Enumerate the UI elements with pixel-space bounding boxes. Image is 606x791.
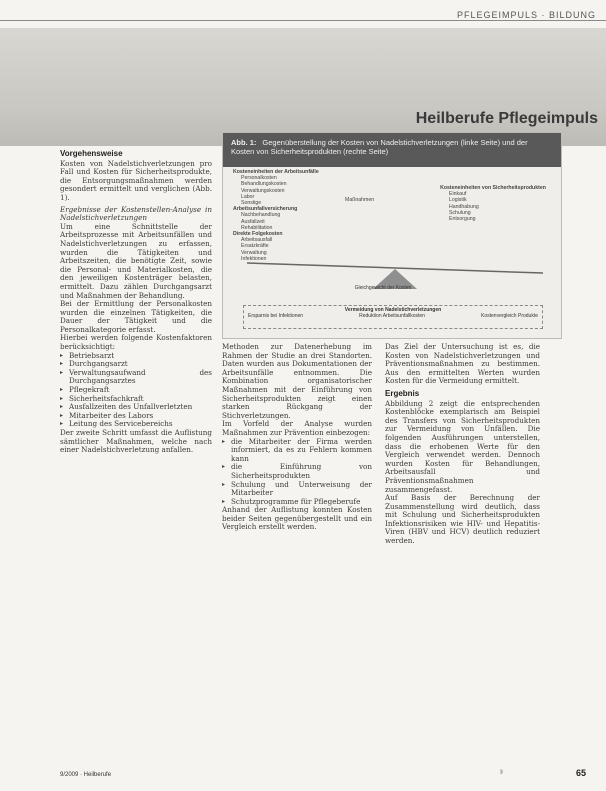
paragraph: Hierbei werden folgende Kostenfaktoren berücksichtigt: — [60, 333, 212, 352]
list-item: ▸ Schutzprogramme für Pflegeberufe — [222, 498, 372, 507]
figure-item: Ausfallzeit — [241, 218, 265, 225]
figure-item: Verwaltung — [241, 249, 267, 256]
figure-item: Logistik — [449, 197, 467, 204]
figure-footer-row — [248, 313, 538, 319]
text-column-2 — [222, 343, 372, 532]
figure-item: Labor — [241, 193, 255, 200]
list-item: ▸ Verwaltungsaufwand des Durchgangsarztes — [60, 369, 212, 386]
paragraph: Abbildung 2 zeigt die entsprechenden Kostenblöcke exemplarisch am Beispiel des Transfers von Sicherheitsprodukten zur Vermeidung von Unfällen. Die folgenden Ausführungen unterstellen, dass die erhobenen Werte für den Vergleich verwendet werden. Dennoch wurden Kosten für Behandlungen, Arbeitsausfall und Präventionsmaßnahmen zusammengefasst. — [385, 398, 540, 494]
figure-item: Handhabung — [449, 203, 479, 210]
text-column-1 — [60, 150, 212, 455]
figure-caption — [223, 133, 561, 167]
figure-item: Schulung — [449, 209, 471, 216]
list-item: ▸ Ausfallzeiten des Unfallverletzten — [60, 403, 212, 412]
cost-factor-list — [60, 352, 212, 429]
figure-item: Einkauf — [449, 191, 467, 198]
paragraph: Bei der Ermittlung der Personalkosten wurden die einzelnen Tätigkeiten, die Dauer der Tätigkeit und die Personalkategorie erfasst. — [60, 299, 212, 334]
figure-item: Personalkosten — [241, 175, 277, 182]
figure-left-costs — [233, 169, 383, 262]
figure-cost-comparison — [222, 132, 562, 339]
figure-footer-item: Ersparnis bei Infektionen — [248, 313, 304, 319]
figure-item: Verwaltungskosten — [241, 187, 285, 194]
header-banner — [0, 28, 606, 146]
publisher-logo-icon: ◗ — [498, 764, 506, 778]
list-item: ▸ die Einführung von Sicherheitsprodukten — [222, 463, 372, 480]
list-item: ▸ Mitarbeiter des Labors — [60, 412, 212, 421]
footer-issue: 9/2009 · Heilberufe — [60, 772, 112, 778]
figure-item: Infektionen — [241, 255, 267, 262]
list-item: ▸ Pflegekraft — [60, 386, 212, 395]
figure-item: Entsorgung — [449, 216, 476, 223]
figure-footer-item: Kostenvergleich Produkte — [481, 313, 538, 319]
banner-title: Heilberufe Pflegeimpuls — [415, 110, 598, 127]
heading-ergebnis: Ergebnis — [385, 388, 420, 398]
figure-item: Rehabilitation — [241, 224, 273, 231]
list-item: ▸ die Mitarbeiter der Firma werden informiert, da es zu Fehlern kommen kann — [222, 438, 372, 464]
paragraph: Auf Basis der Berechnung der Zusammenstellung wird deutlich, dass mit Schulung und Sicherheitsprodukten Infektionsrisiken wie HIV- und Hepatitis-Viren (HBV und HCV) deutlich reduziert werden. — [385, 493, 540, 546]
list-item: ▸ Schulung und Unterweisung der Mitarbeiter — [222, 481, 372, 498]
figure-left-title: Kosteneinheiten der Arbeitsunfälle — [233, 169, 319, 175]
paragraph: Kosten von Nadelstichverletzungen pro Fall und Kosten für Sicherheitsprodukte, die Entsorgungsmaßnahmen werden gesondert ermittelt und verglichen (Abb. 1). — [60, 158, 212, 202]
figure-caption-text: Gegenüberstellung der Kosten von Nadelstichverletzungen (linke Seite) und der Kosten von Sicherheitsprodukten (rechte Seite) — [231, 138, 528, 156]
figure-footer-box — [243, 305, 543, 329]
list-item: ▸ Leitung des Servicebereichs — [60, 420, 212, 429]
figure-item: Behandlungskosten — [241, 181, 287, 188]
figure-right-costs — [433, 185, 553, 222]
paragraph: Methoden zur Datenerhebung im Rahmen der Studie an drei Standorten. Daten wurden aus Dokumentationen der Arbeitsunfälle entnommen. Die Kombination organisatorischer Maßnahmen mit der Einführung von Sicherheitsprodukten zeigt einen starken Rückgang der Stichverletzungen. — [222, 342, 372, 420]
figure-left-title-2: Arbeitsunfallversicherung — [233, 206, 298, 213]
figure-left-title-3: Direkte Folgekosten — [233, 231, 283, 238]
paragraph: Der zweite Schritt umfasst die Auflistung sämtlicher Maßnahmen, welche nach einer Nadelstichverletzung anfallen. — [60, 428, 212, 455]
figure-footer-title: Vermeidung von Nadelstichverletzungen — [344, 307, 442, 313]
figure-footer-item: Reduktion Arbeitsunfallkosten — [359, 313, 425, 319]
measure-list — [222, 438, 372, 507]
subheading: Ergebnisse der Kostenstellen-Analyse in Nadelstichverletzungen — [60, 204, 212, 223]
paragraph: Um eine Schnittstelle der Arbeitsprozesse mit Arbeitsunfällen und Nadelstichverletzungen zu erfassen, wurden die Tätigkeiten und Arbeitszeiten, die benötigte Zeit, sowie die Personal- und Materialkosten, die den jeweiligen Kostenträger belasten, ermittelt. Dazu zählen Durchgangsarzt und Maßnahmen der Behandlung. — [60, 221, 212, 300]
list-item: ▸ Sicherheitsfachkraft — [60, 395, 212, 404]
header-rule — [0, 20, 606, 21]
figure-item: Nachbehandlung — [241, 212, 281, 219]
text-column-3 — [385, 343, 540, 546]
paragraph: Anhand der Auflistung konnten Kosten beider Seiten gegenübergestellt und ein Vergleich erstellt werden. — [222, 505, 372, 532]
figure-item: Ersatzkräfte — [241, 243, 269, 250]
paragraph: Im Vorfeld der Analyse wurden Maßnahmen zur Prävention einbezogen: — [222, 419, 372, 437]
figure-label: Abb. 1: — [231, 138, 257, 147]
figure-mid-label: Maßnahmen — [345, 197, 375, 203]
figure-item: Sonstige — [241, 200, 262, 207]
page-number: 65 — [575, 768, 586, 778]
paragraph: Das Ziel der Untersuchung ist es, die Kosten von Nadelstichverletzungen und Präventionsmaßnahmen zu bestimmen. Aus den ermittelten Werten wurden Kosten für die Vermeidung ermittelt. — [385, 342, 540, 386]
figure-right-title: Kosteneinheiten von Sicherheitsprodukten — [440, 185, 546, 191]
list-item: ▸ Durchgangsarzt — [60, 360, 212, 369]
list-item: ▸ Betriebsarzt — [60, 352, 212, 361]
section-tag: PFLEGEIMPULS · BILDUNG — [456, 10, 596, 20]
heading-vorgehensweise: Vorgehensweise — [60, 149, 123, 158]
fulcrum-label: Gleichgewicht der Kosten — [354, 285, 412, 291]
figure-item: Arbeitsausfall — [241, 237, 273, 244]
